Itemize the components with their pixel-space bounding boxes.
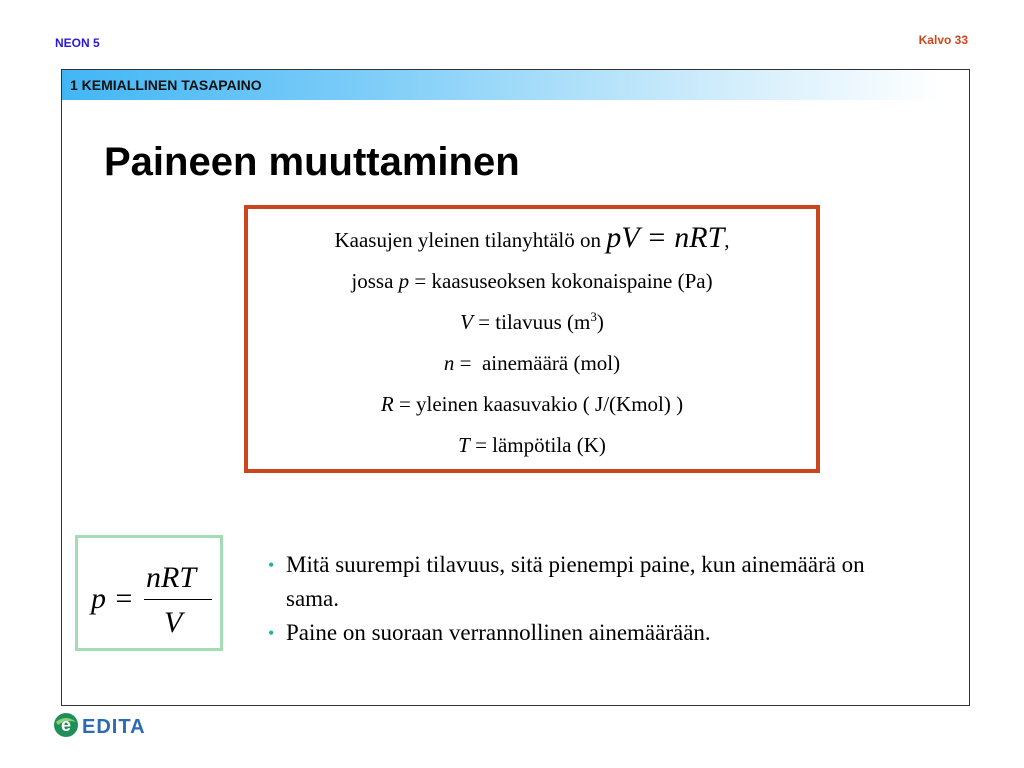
definition-text: = tilavuus (m <box>472 310 591 334</box>
formula-numerator: nRT <box>146 561 197 594</box>
bullet-icon: • <box>268 555 275 575</box>
bullet-text: Mitä suurempi tilavuus, sitä pienempi paine, kun ainemäärä on sama. <box>286 552 865 611</box>
formula-lhs: p = <box>91 582 134 615</box>
definition-tail: ) <box>596 310 604 334</box>
equation-intro-line <box>248 221 816 255</box>
definition-symbol: V <box>460 310 473 334</box>
definition-symbol: n <box>443 351 455 375</box>
edita-logo-text: EDITA <box>82 716 146 738</box>
ideal-gas-equation: pV = nRT <box>606 221 725 254</box>
definition-symbol: p <box>398 269 410 293</box>
definition-p <box>248 269 816 294</box>
section-bar <box>62 70 942 100</box>
bullet-text: Paine on suoraan verrannollinen ainemäärään. <box>286 620 711 645</box>
svg-text:e: e <box>60 715 72 735</box>
definition-symbol: T <box>458 433 470 457</box>
slide-title: Paineen muuttaminen <box>104 140 520 184</box>
bullet-item <box>268 548 868 616</box>
edita-e-icon <box>54 713 78 737</box>
bullet-icon: • <box>268 623 275 643</box>
definition-text: = yleinen kaasuvakio ( J/(Kmol) ) <box>393 392 684 416</box>
equation-comma: , <box>724 228 730 252</box>
fraction-bar <box>144 599 212 600</box>
definition-n <box>248 351 816 376</box>
section-label: 1 KEMIALLINEN TASAPAINO <box>70 77 262 93</box>
equation-intro: Kaasujen yleinen tilanyhtälö on <box>334 228 607 252</box>
slide-number: Kalvo 33 <box>918 33 968 47</box>
definition-text: = kaasuseoksen kokonaispaine (Pa) <box>409 269 713 293</box>
definition-v <box>248 310 816 335</box>
bullet-item <box>268 616 868 650</box>
definition-r <box>248 392 816 417</box>
definition-superscript: 3 <box>590 309 597 324</box>
bullet-list <box>268 548 868 650</box>
definition-t <box>248 433 816 458</box>
definition-symbol: R <box>380 392 394 416</box>
header-left-label: NEON 5 <box>55 36 100 50</box>
formula-denominator: V <box>164 606 183 639</box>
edita-logo <box>52 710 152 740</box>
pressure-formula-box <box>75 535 223 651</box>
definition-text: = lämpötila (K) <box>469 433 606 457</box>
definition-text: = ainemäärä (mol) <box>454 351 621 375</box>
definition-prefix: jossa <box>351 269 399 293</box>
equation-box <box>244 205 820 473</box>
